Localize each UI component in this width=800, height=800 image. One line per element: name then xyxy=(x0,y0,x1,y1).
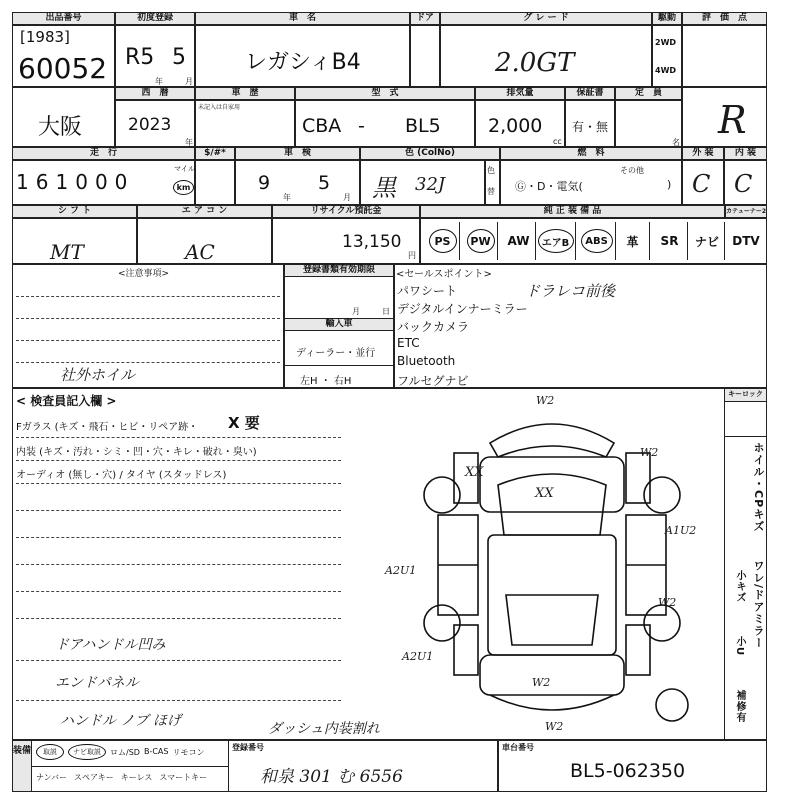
inspector-hand-1: ドアハンドル凹み xyxy=(55,637,166,653)
notes-cell xyxy=(12,264,284,388)
mileage-digit: 0 xyxy=(94,170,115,194)
dashed-line xyxy=(16,296,280,297)
score-value: R xyxy=(718,98,747,142)
diagram-mark: A2U1 xyxy=(385,564,417,577)
option-navi-manual: ナビ取説 xyxy=(68,744,106,760)
header-recycle: リサイクル預託金 xyxy=(272,205,420,218)
header-reg-expiry: 登録書類有効期限 xyxy=(284,264,394,277)
diagram-mark: A1U2 xyxy=(665,524,697,537)
equip-aw xyxy=(502,222,536,260)
dashed-line xyxy=(16,618,341,619)
header-capacity: 定 員 xyxy=(615,87,682,100)
inspector-fglass-mark: X 要 xyxy=(228,414,260,432)
equip-label: ナビ xyxy=(694,234,719,249)
chassis-no-value: BL5-062350 xyxy=(570,760,686,782)
region-value: 大阪 xyxy=(38,115,83,140)
sales-point-item: Bluetooth xyxy=(397,354,456,368)
shaken-month-unit: 月 xyxy=(343,193,351,202)
diagram-mark: A2U1 xyxy=(402,650,434,663)
header-interior: 内 装 xyxy=(724,147,767,160)
score-cell xyxy=(682,25,767,87)
header-warranty: 保証書 xyxy=(565,87,615,100)
header-first-reg: 初度登録 xyxy=(115,12,195,25)
dashed-line xyxy=(16,537,341,538)
diagram-mark: W2 xyxy=(532,676,551,689)
header-options: 装備 xyxy=(12,740,32,792)
header-exterior: 外 装 xyxy=(682,147,724,160)
header-reg-no: 登録番号 xyxy=(232,743,264,752)
lot-sub: [1983] xyxy=(20,28,70,46)
equip-leather xyxy=(616,222,650,260)
mileage-digit: 6 xyxy=(35,170,56,194)
inspector-hand-2: エンドパネル xyxy=(55,675,139,691)
notes-handwritten: 社外ホイル xyxy=(60,366,136,384)
option-number: ナンバー xyxy=(36,773,68,782)
header-equipment: 純 正 装 備 品 xyxy=(420,205,725,218)
header-drive: 駆動 xyxy=(652,12,682,25)
recycle-unit: 円 xyxy=(408,251,416,260)
dashed-line xyxy=(16,660,341,661)
inspector-hand-4: ダッシュ内装割れ xyxy=(268,721,380,737)
header-cartel: カテューナー2 xyxy=(725,205,767,218)
shaken-month: 5 xyxy=(318,172,331,194)
first-reg-year-unit: 年 xyxy=(155,77,163,86)
model-code: BL5 xyxy=(405,115,441,137)
sales-point-header: <セールスポイント> xyxy=(396,269,492,280)
dashed-line xyxy=(16,591,341,592)
sales-point-item: パワシート xyxy=(397,284,458,298)
model-prefix: CBA xyxy=(302,115,342,137)
divider xyxy=(32,766,228,767)
dashed-line xyxy=(16,483,341,484)
equip-ps xyxy=(426,222,460,260)
divider xyxy=(284,365,394,366)
mileage-digit: 0 xyxy=(75,170,95,194)
capacity-unit: 名 xyxy=(672,138,680,147)
sales-point-item: バックカメラ xyxy=(397,320,470,334)
header-lot-no: 出品番号 xyxy=(12,12,115,25)
mileage-digit: 0 xyxy=(114,170,135,194)
year-unit: 年 xyxy=(185,138,193,147)
first-reg-month: 5 xyxy=(172,45,186,70)
dashed-line xyxy=(16,318,280,319)
shift-value: MT xyxy=(50,240,84,264)
header-door: ドア xyxy=(410,12,440,25)
header-western: 西 暦 xyxy=(115,87,195,100)
diagram-mark: W2 xyxy=(658,596,677,609)
mileage-unit-mile: マイル xyxy=(174,165,195,173)
option-keyless: キーレス xyxy=(120,773,153,782)
shaken-year: 9 xyxy=(258,172,271,194)
option-manual: 取説 xyxy=(36,744,64,760)
option-remote: リモコン xyxy=(172,748,205,757)
sales-point-handwritten: ドラレコ前後 xyxy=(525,282,616,300)
inspector-audio: オーディオ (無し・穴) / タイヤ (スタッドレス) xyxy=(16,470,227,481)
shaken-year-unit: 年 xyxy=(283,193,291,202)
header-shaken: 車 検 xyxy=(235,147,360,160)
option-bcas: B-CAS xyxy=(143,747,169,756)
notes-header: <注意事項> xyxy=(118,269,170,279)
mileage-digit: 1 xyxy=(16,170,36,194)
equip-sr xyxy=(652,222,688,260)
dashed-line xyxy=(16,340,280,341)
divider xyxy=(724,436,767,437)
diagram-mark: XX xyxy=(535,486,554,501)
fuel-close: ) xyxy=(667,178,672,191)
sales-point-item: デジタルインナーミラー xyxy=(397,302,528,316)
equip-pw xyxy=(464,222,498,260)
header-key-lock: キーロック xyxy=(724,388,767,402)
equip-label: PS xyxy=(429,229,457,253)
first-reg-month-unit: 月 xyxy=(185,77,193,86)
handle-label: 左H ・ 右H xyxy=(300,376,352,387)
option-rom: ロム/SD xyxy=(110,748,140,757)
reg-expiry-day: 日 xyxy=(382,307,390,316)
equip-dtv xyxy=(727,222,765,260)
reg-no-value: 和泉 301 む 6556 xyxy=(260,767,403,787)
equip-abs xyxy=(578,222,616,260)
equip-label: AW xyxy=(507,234,530,248)
equip-airbag xyxy=(536,222,576,260)
header-chassis-no: 車台番号 xyxy=(502,743,534,752)
equip-label: SR xyxy=(660,234,679,248)
inspector-header: < 検査員記入欄 > xyxy=(16,394,117,408)
dashed-line xyxy=(16,700,341,701)
color-change-label: 替 xyxy=(487,187,495,196)
header-fuel: 燃 料 xyxy=(500,147,682,160)
interior-value: C xyxy=(734,170,753,198)
header-grade: グ レ ー ド xyxy=(440,12,652,25)
car-name: レガシィB4 xyxy=(245,50,361,75)
recycle-value: 13,150 xyxy=(342,232,402,252)
equip-navi xyxy=(690,222,725,260)
header-history: 車 歴 xyxy=(195,87,295,100)
equip-label: ABS xyxy=(581,229,613,253)
sales-point-item: フルセグナビ xyxy=(397,374,469,388)
legend-small-dent: 小U xyxy=(734,636,745,657)
first-reg-era: R5 xyxy=(125,45,155,70)
exchange-cell xyxy=(195,160,235,205)
warranty-value: 有・無 xyxy=(572,120,609,134)
dashed-line xyxy=(16,510,341,511)
drive-4wd: 4WD xyxy=(655,66,677,75)
fuel-other: その他 xyxy=(620,166,644,175)
equip-label: エアB xyxy=(538,229,574,253)
mileage-unit-km: km xyxy=(173,180,194,195)
diagram-mark: XX xyxy=(465,465,484,480)
displacement-unit: cc xyxy=(553,137,562,146)
header-aircon: エ ア コ ン xyxy=(137,205,272,218)
header-displacement: 排気量 xyxy=(475,87,565,100)
option-smart-key: スマートキー xyxy=(159,773,208,782)
diagram-mark: W2 xyxy=(640,446,659,459)
equip-label: 革 xyxy=(626,234,639,249)
options-row-1 xyxy=(36,744,204,760)
inspector-interior: 内装 (キズ・汚れ・シミ・凹・穴・キレ・破れ・臭い) xyxy=(16,447,257,458)
equip-label: PW xyxy=(467,229,495,253)
reg-expiry-month: 月 xyxy=(352,307,360,316)
options-row-2 xyxy=(36,772,207,783)
legend-small-scratch: 小キズ xyxy=(734,570,745,603)
inspector-hand-3: ハンドル ノブ ほげ xyxy=(60,713,181,729)
lot-number: 60052 xyxy=(18,52,108,85)
color-label: 色 xyxy=(487,166,495,175)
door-cell xyxy=(410,25,440,87)
drive-cell xyxy=(652,25,682,87)
header-score: 評 価 点 xyxy=(682,12,767,25)
sales-point-item: ETC xyxy=(397,336,420,350)
header-exchange: $/#* xyxy=(195,147,235,160)
legend-repair: 補修有 xyxy=(734,690,745,723)
diagram-mark: W2 xyxy=(545,720,564,733)
option-spare-key: スペアキー xyxy=(74,773,114,782)
mileage-digit: 1 xyxy=(55,170,76,194)
header-mileage: 走 行 xyxy=(12,147,195,160)
header-color: 色 (ColNo) xyxy=(360,147,500,160)
legend-mirror: ワレ/ドアミラー xyxy=(752,560,765,650)
header-model: 型 式 xyxy=(295,87,475,100)
color-name: 黒 xyxy=(372,174,396,202)
shaken-cell xyxy=(235,160,360,205)
equip-label: DTV xyxy=(732,234,760,248)
fuel-options: Ⓖ・D・電気( xyxy=(515,180,583,193)
exterior-value: C xyxy=(692,170,711,198)
dashed-line xyxy=(16,362,280,363)
diagram-mark: W2 xyxy=(536,394,555,407)
dashed-line xyxy=(16,437,341,438)
import-label: 輸入車 xyxy=(284,318,394,331)
inspector-fglass: Fガラス (キズ・飛石・ヒビ・リペア跡・ xyxy=(16,422,199,433)
drive-2wd: 2WD xyxy=(655,38,677,47)
color-code: 32J xyxy=(415,174,446,195)
aircon-value: AC xyxy=(185,240,215,264)
header-car-name: 車 名 xyxy=(195,12,410,25)
legend-wheel: ホイル・CPキズ xyxy=(752,442,765,533)
header-shift: シ フ ト xyxy=(12,205,137,218)
history-note: 未記入は自家用 xyxy=(198,104,241,111)
year-value: 2023 xyxy=(128,115,172,135)
model-dash: - xyxy=(358,115,365,137)
mileage-digits xyxy=(16,170,134,194)
dashed-line xyxy=(16,460,341,461)
dashed-line xyxy=(16,564,341,565)
grade-value: 2.0GT xyxy=(495,48,575,78)
displacement-value: 2,000 xyxy=(488,115,543,137)
dealer-label: ディーラー・並行 xyxy=(296,348,376,359)
